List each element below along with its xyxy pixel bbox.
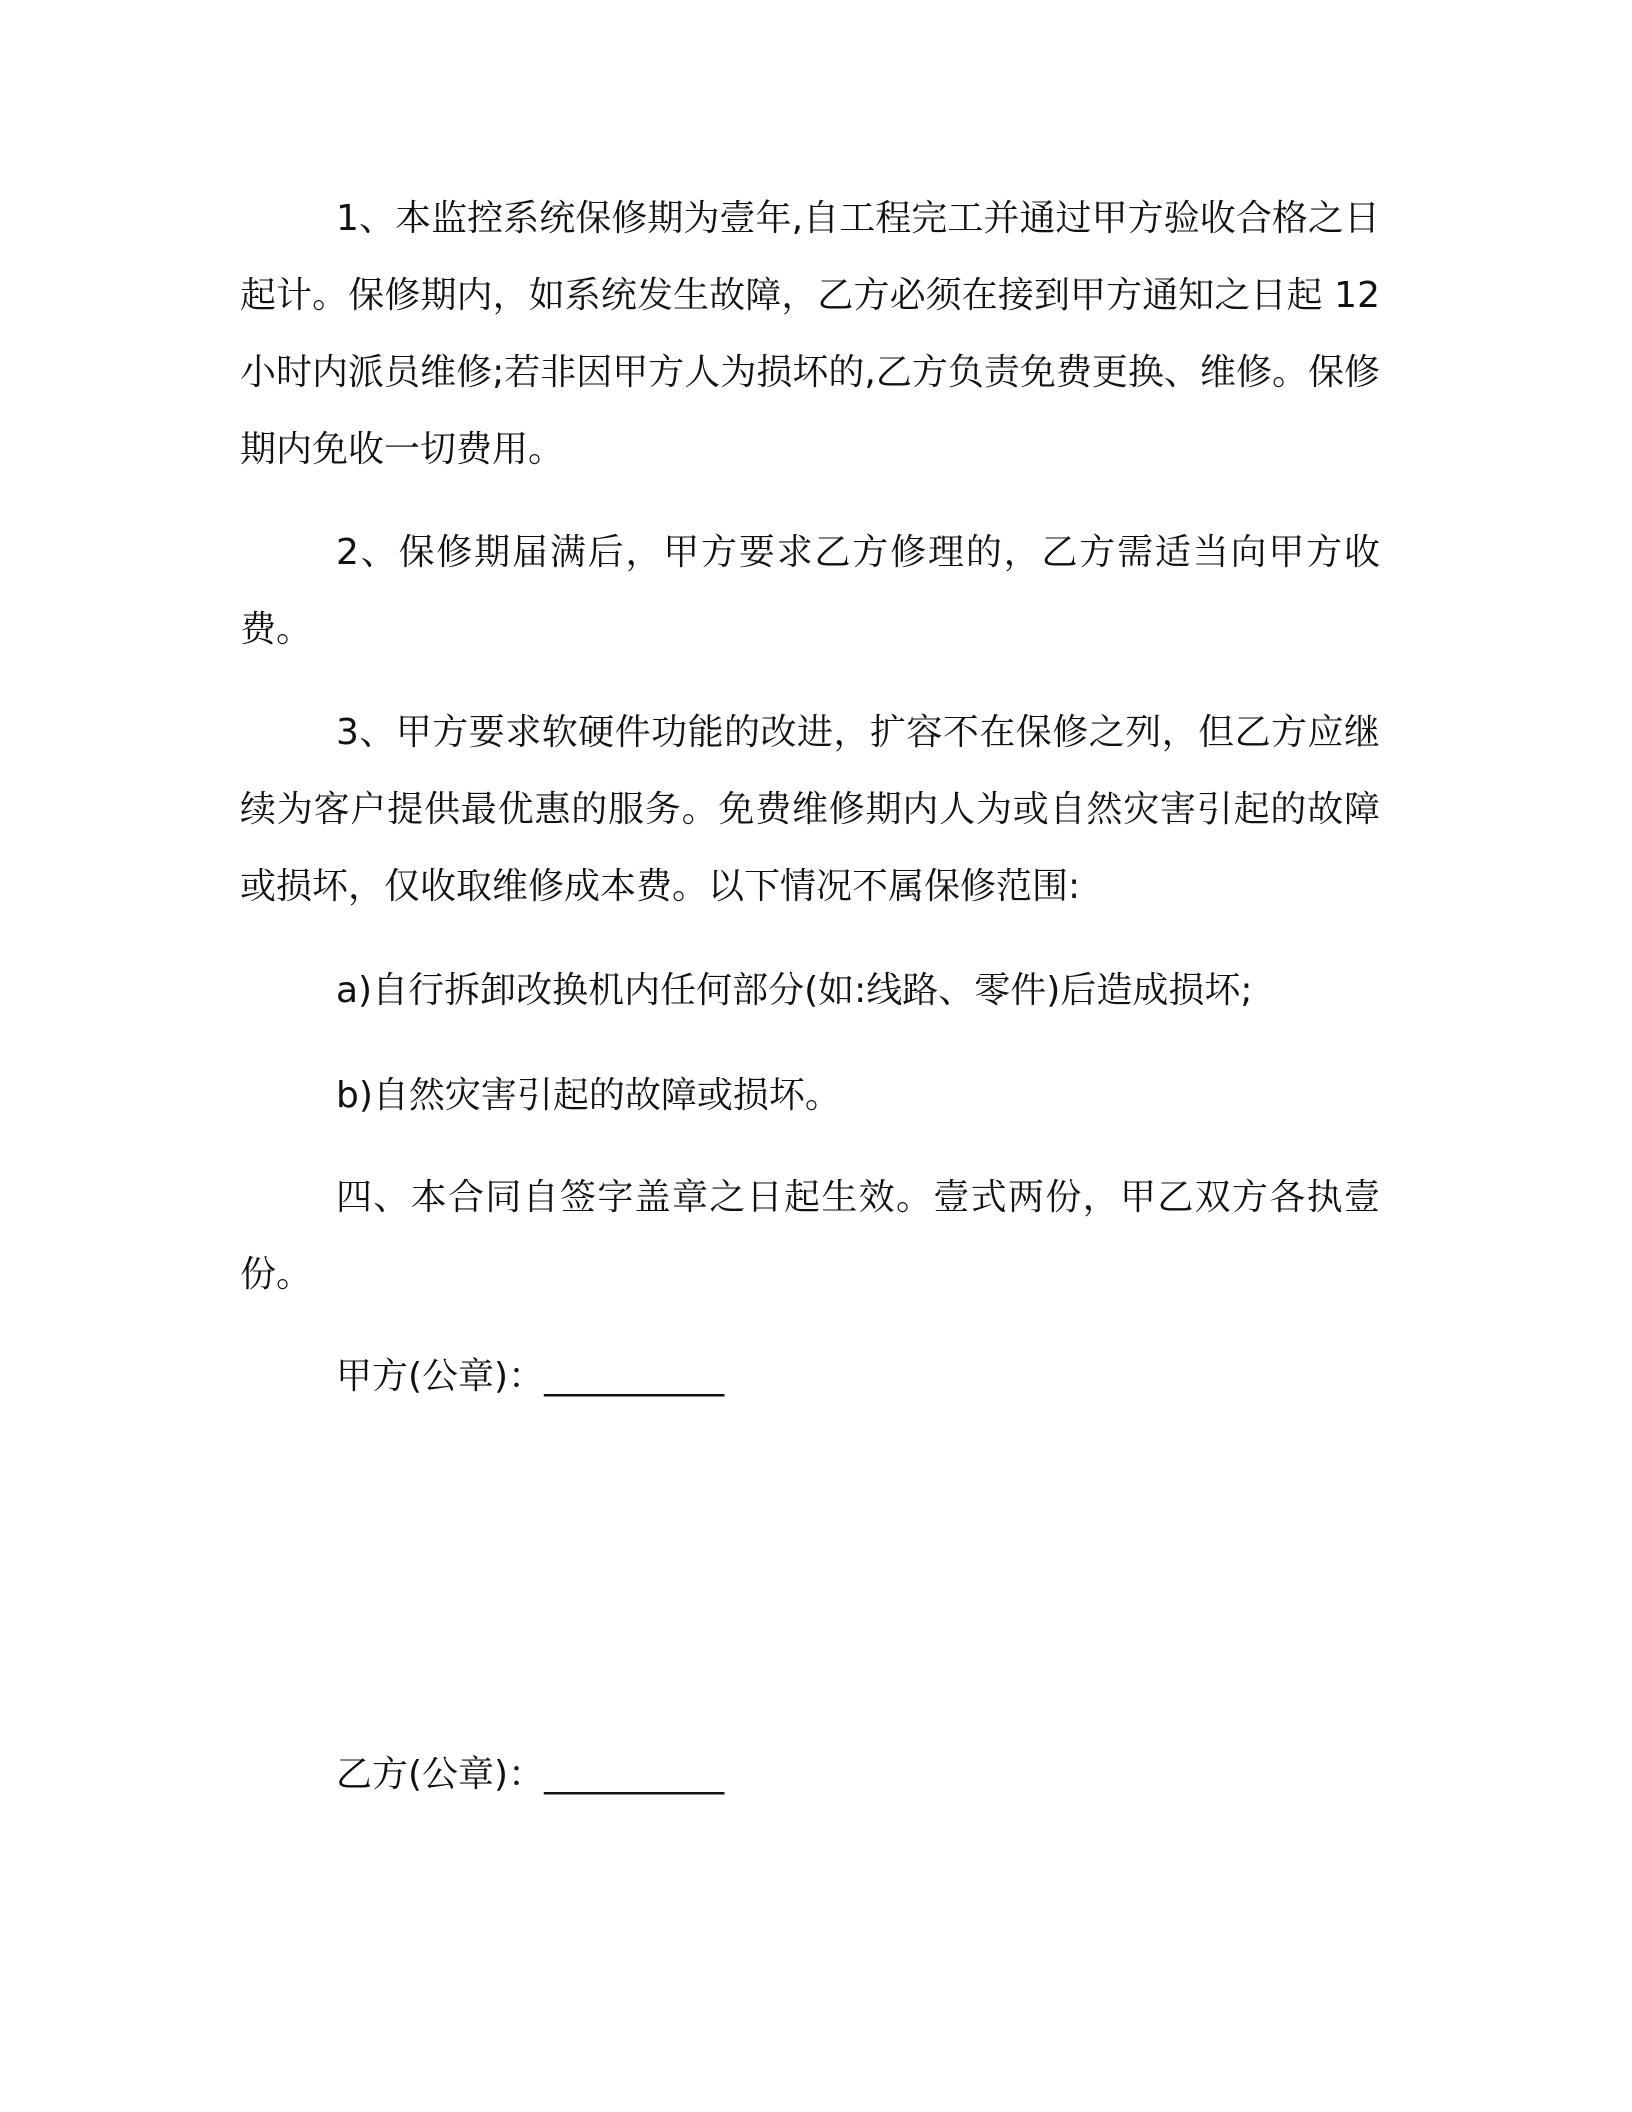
clause-1: 1、本监控系统保修期为壹年,自工程完工并通过甲方验收合格之日起计。保修期内，如系统发生故障，乙方必须在接到甲方通知之日起 12 小时内派员维修;若非因甲方人为损坏的,乙方负责免费更换、维修。保修期内免收一切费用。 xyxy=(240,198,1380,470)
clause-4: 四、本合同自签字盖章之日起生效。壹式两份，甲乙双方各执壹份。 xyxy=(240,1177,1380,1295)
clause-3-item-b: b)自然灾害引起的故障或损坏。 xyxy=(336,1075,841,1116)
clause-3: 3、甲方要求软硬件功能的改进，扩容不在保修之列，但乙方应继续为客户提供最优惠的服务。免费维修期内人为或自然灾害引起的故障或损坏，仅收取维修成本费。以下情况不属保修范围: xyxy=(240,712,1380,907)
party-a-signature-line: 甲方(公章)：__________ xyxy=(336,1356,725,1397)
party-b-signature-line: 乙方(公章)：__________ xyxy=(336,1754,725,1795)
clause-3-item-a: a)自行拆卸改换机内任何部分(如:线路、零件)后造成损坏; xyxy=(336,970,1253,1011)
clause-2: 2、保修期届满后，甲方要求乙方修理的，乙方需适当向甲方收费。 xyxy=(240,532,1380,650)
